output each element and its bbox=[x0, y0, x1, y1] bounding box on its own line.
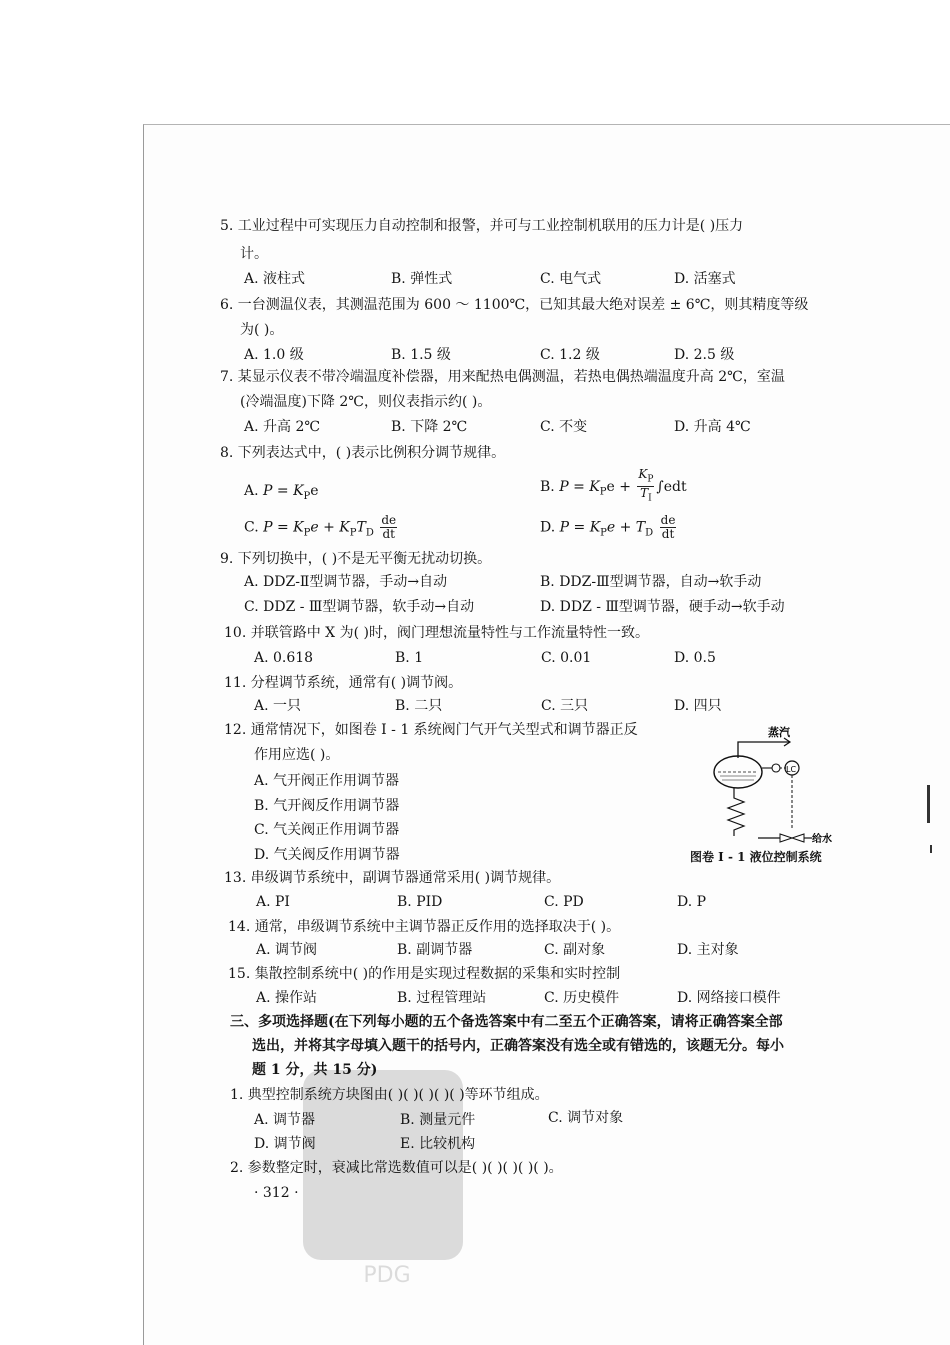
q6-option-b: B. 1.5 级 bbox=[391, 347, 451, 363]
m1-option-a: A. 调节器 bbox=[254, 1112, 316, 1128]
q9-option-a: A. DDZ-Ⅱ型调节器，手动→自动 bbox=[244, 574, 448, 590]
q6-option-d: D. 2.5 级 bbox=[674, 347, 735, 363]
m1-option-b: B. 测量元件 bbox=[400, 1112, 476, 1128]
level-control-diagram bbox=[700, 724, 845, 849]
q12-option-c: C. 气关阀正作用调节器 bbox=[254, 822, 400, 838]
q12-stem-line1: 12. 通常情况下，如图卷 Ⅰ - 1 系统阀门气开气关型式和调节器正反 bbox=[224, 722, 638, 738]
steam-label: 蒸汽 bbox=[768, 726, 790, 739]
q12-option-a: A. 气开阀正作用调节器 bbox=[254, 773, 400, 789]
q9-stem: 9. 下列切换中，( )不是无平衡无扰动切换。 bbox=[220, 551, 492, 567]
q10-stem: 10. 并联管路中 X 为( )时，阀门理想流量特性与工作流量特性一致。 bbox=[224, 625, 649, 641]
q10-option-a: A. 0.618 bbox=[254, 650, 314, 666]
q8-option-d: D. $P = K_Pe + T_D$ $\frac{de}{dt}$ bbox=[540, 513, 676, 541]
m1-option-d: D. 调节阀 bbox=[254, 1136, 316, 1152]
q14-option-c: C. 副对象 bbox=[544, 942, 606, 958]
m2-stem: 2. 参数整定时，衰减比常选数值可以是( )( )( )( )( )。 bbox=[230, 1160, 563, 1176]
q6-stem-line2: 为( )。 bbox=[240, 322, 284, 338]
q11-option-b: B. 二只 bbox=[395, 698, 443, 714]
q12-option-d: D. 气关阀反作用调节器 bbox=[254, 847, 400, 863]
m1-option-c: C. 调节对象 bbox=[548, 1110, 624, 1126]
q11-option-c: C. 三只 bbox=[541, 698, 589, 714]
q8-option-b: B. $P = K_Pe$ + $\frac{K_P}{T_I}$ ∫edt bbox=[540, 467, 687, 504]
q15-option-b: B. 过程管理站 bbox=[397, 990, 487, 1006]
q10-option-c: C. 0.01 bbox=[541, 650, 592, 666]
q15-stem: 15. 集散控制系统中( )的作用是实现过程数据的采集和实时控制 bbox=[228, 966, 621, 982]
q7-option-d: D. 升高 4℃ bbox=[674, 419, 751, 435]
q13-stem: 13. 串级调节系统中，副调节器通常采用( )调节规律。 bbox=[224, 870, 561, 886]
q8-option-c: C. $P = K_Pe + K_PT_D$ $\frac{de}{dt}$ bbox=[244, 513, 397, 541]
q14-option-a: A. 调节阀 bbox=[256, 942, 318, 958]
q9-option-c: C. DDZ - Ⅲ型调节器，软手动→自动 bbox=[244, 599, 475, 615]
q6-option-c: C. 1.2 级 bbox=[540, 347, 600, 363]
q13-option-d: D. P bbox=[677, 894, 707, 910]
scan-edge-mark bbox=[930, 845, 932, 853]
q5-stem-line1: 5. 工业过程中可实现压力自动控制和报警，并可与工业控制机联用的压力计是( )压力 bbox=[220, 218, 744, 234]
q11-option-a: A. 一只 bbox=[254, 698, 302, 714]
figure-caption: 图卷 Ⅰ - 1 液位控制系统 bbox=[690, 850, 822, 864]
q5-stem-line2: 计。 bbox=[240, 246, 268, 262]
q14-stem: 14. 通常，串级调节系统中主调节器正反作用的选择取决于( )。 bbox=[228, 919, 621, 935]
q9-option-b: B. DDZ-Ⅲ型调节器，自动→软手动 bbox=[540, 574, 762, 590]
q13-option-a: A. PI bbox=[256, 894, 290, 910]
q10-option-d: D. 0.5 bbox=[674, 650, 716, 666]
m1-option-e: E. 比较机构 bbox=[400, 1136, 476, 1152]
de-dt-fraction: $\frac{de}{dt}$ bbox=[660, 513, 676, 541]
de-dt-fraction: $\frac{de}{dt}$ bbox=[381, 513, 397, 541]
kp-over-ti-fraction: $\frac{K_P}{T_I}$ bbox=[638, 467, 654, 504]
q7-stem-line1: 7. 某显示仪表不带冷端温度补偿器，用来配热电偶测温，若热电偶热端温度升高 2℃，室温 bbox=[220, 369, 785, 385]
scan-edge-mark bbox=[927, 785, 930, 823]
q12-stem-line2: 作用应选( )。 bbox=[254, 747, 340, 763]
q10-option-b: B. 1 bbox=[395, 650, 424, 666]
q9-option-d: D. DDZ - Ⅲ型调节器，硬手动→软手动 bbox=[540, 599, 785, 615]
q6-option-a: A. 1.0 级 bbox=[244, 347, 304, 363]
q15-option-c: C. 历史模件 bbox=[544, 990, 620, 1006]
q6-stem-line1: 6. 一台测温仪表，其测温范围为 600 ～ 1100℃，已知其最大绝对误差 ± 6℃，则其精度等级 bbox=[220, 297, 809, 313]
section3-heading-line3: 题 1 分，共 15 分) bbox=[252, 1062, 378, 1078]
q5-option-c: C. 电气式 bbox=[540, 271, 602, 287]
q5-option-a: A. 液柱式 bbox=[244, 271, 306, 287]
q13-option-b: B. PID bbox=[397, 894, 443, 910]
q14-option-d: D. 主对象 bbox=[677, 942, 739, 958]
q5-option-d: D. 活塞式 bbox=[674, 271, 736, 287]
q15-option-d: D. 网络接口模件 bbox=[677, 990, 781, 1006]
page-number: · 312 · bbox=[254, 1185, 299, 1201]
q15-option-a: A. 操作站 bbox=[256, 990, 318, 1006]
m1-stem: 1. 典型控制系统方块图由( )( )( )( )( )等环节组成。 bbox=[230, 1087, 549, 1103]
q8-stem: 8. 下列表达式中，( )表示比例积分调节规律。 bbox=[220, 445, 506, 461]
section3-heading-line1: 三、多项选择题(在下列每小题的五个备选答案中有二至五个正确答案，请将正确答案全部 bbox=[230, 1014, 783, 1030]
q13-option-c: C. PD bbox=[544, 894, 584, 910]
q7-option-c: C. 不变 bbox=[540, 419, 588, 435]
feed-water-label: 给水 bbox=[812, 834, 832, 845]
q7-option-a: A. 升高 2℃ bbox=[244, 419, 321, 435]
q5-option-b: B. 弹性式 bbox=[391, 271, 453, 287]
q11-option-d: D. 四只 bbox=[674, 698, 722, 714]
q11-stem: 11. 分程调节系统，通常有( )调节阀。 bbox=[224, 675, 463, 691]
lc-label: LC bbox=[786, 765, 797, 774]
q14-option-b: B. 副调节器 bbox=[397, 942, 473, 958]
q8-option-a: A. $P = K_Pe$ bbox=[244, 483, 319, 502]
q7-stem-line2: (冷端温度)下降 2℃，则仪表指示约( )。 bbox=[240, 394, 492, 410]
q7-option-b: B. 下降 2℃ bbox=[391, 419, 468, 435]
q12-option-b: B. 气开阀反作用调节器 bbox=[254, 798, 400, 814]
section3-heading-line2: 选出，并将其字母填入题干的括号内，正确答案没有选全或有错选的，该题无分。每小 bbox=[252, 1038, 784, 1054]
